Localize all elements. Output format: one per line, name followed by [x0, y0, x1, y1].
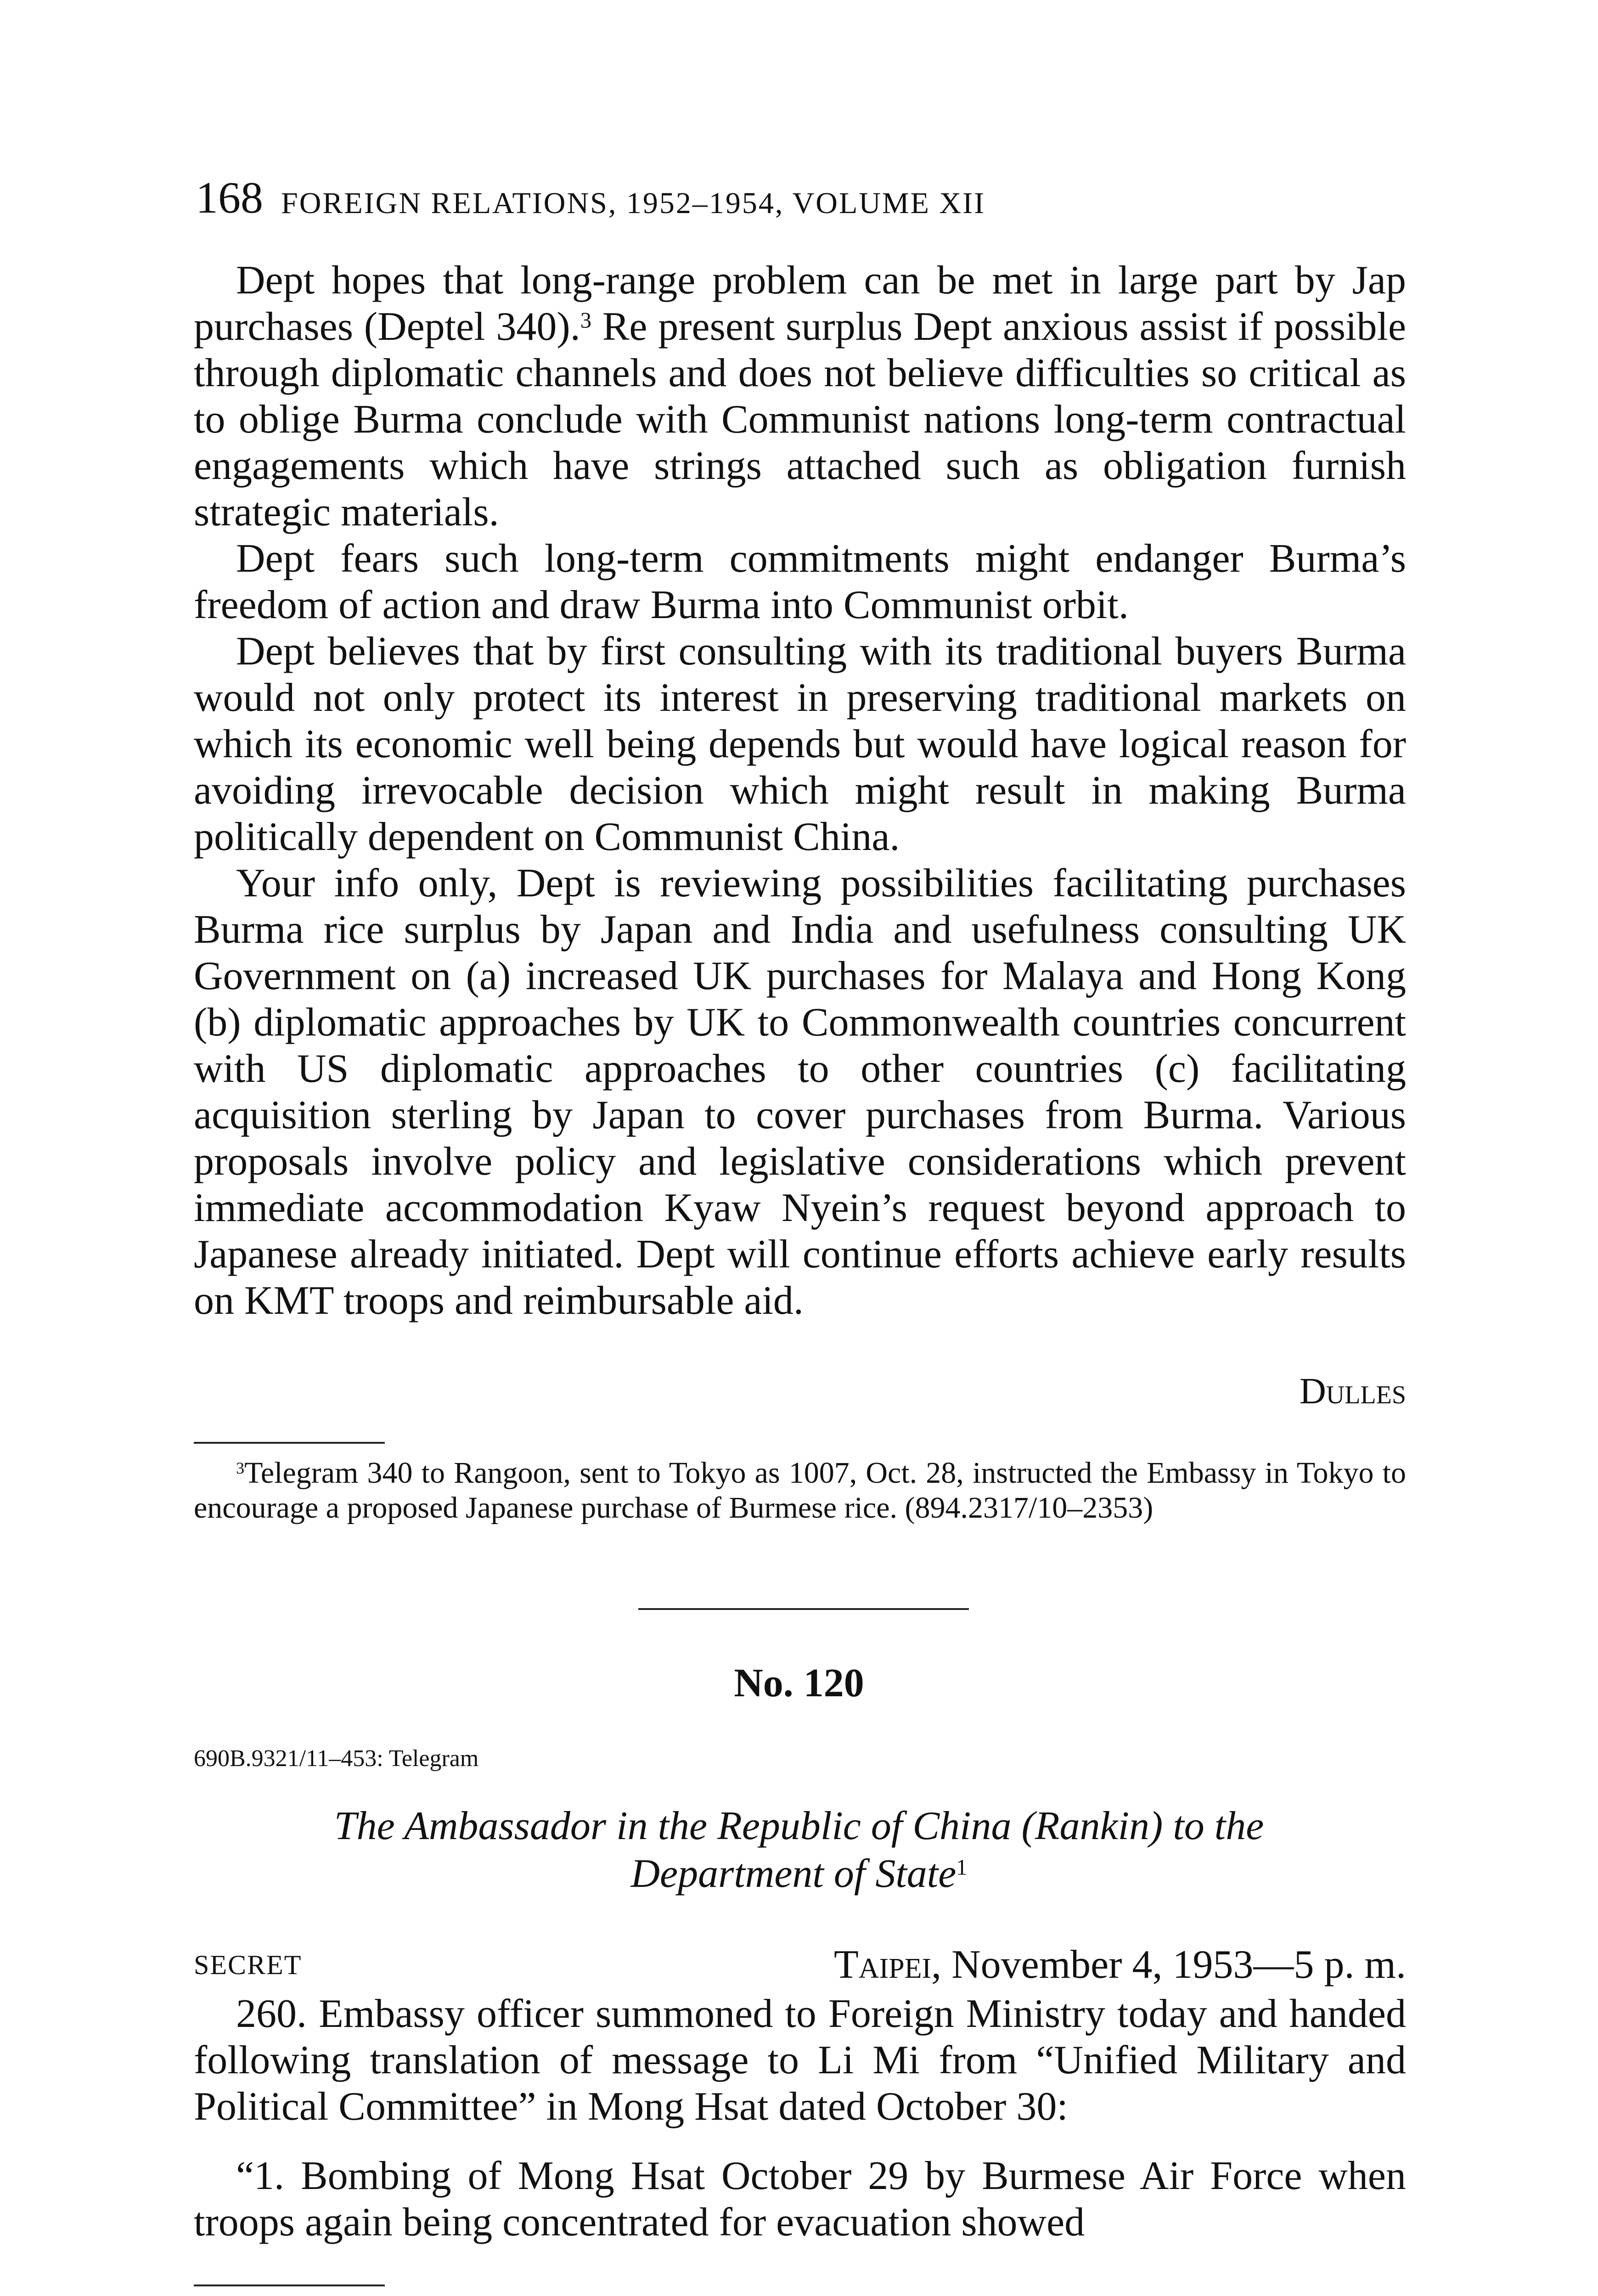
footnote-ref-1: 1	[956, 1855, 968, 1880]
dateline: Taipei, November 4, 1953—5 p. m.	[833, 1942, 1406, 1987]
telegram-continuation	[194, 257, 1406, 1324]
document-number: No. 120	[734, 1661, 864, 1705]
footnote-ref-3: 3	[580, 308, 591, 333]
section-divider	[638, 1608, 969, 1610]
paragraph: Your info only, Dept is reviewing possibilities facilitating purchases Burma rice surplus by Japan and India and usefulness consulting UK Government on (a) increased UK purchases for Malaya and Hong Kong (b) diplomatic approaches by UK to Commonwealth countries concurrent with US diplomatic approaches to other countries (c) facilitating acquisition sterling by Japan to cover purchases from Burma. Various proposals involve policy and legislative considerations which prevent immediate accommodation Kyaw Nyein’s request beyond approach to Japanese already initiated. Dept will continue efforts achieve early results on KMT troops and reimbursable aid.	[194, 861, 1406, 1323]
paragraph: “1. Bombing of Mong Hsat October 29 by Burmese Air Force when troops again being concentrated for evacuation showed	[194, 2154, 1406, 2245]
document-title: The Ambassador in the Republic of China (Rankin) to the Department of State$^1$	[334, 1804, 1264, 1896]
classification: SECRET	[194, 1950, 302, 1980]
paragraph: Dept fears such long-term commitments might endanger Burma’s freedom of action and draw Burma into Communist orbit.	[194, 536, 1406, 627]
paragraph: 260. Embassy officer summoned to Foreign Ministry today and handed following translation of message to Li Mi from “Unified Military and Political Committee” in Mong Hsat dated October 30:	[194, 1992, 1406, 2129]
footnote-rule	[194, 2285, 385, 2286]
footnote-3: $^3$Telegram 340 to Rangoon, sent to Tokyo as 1007, Oct. 28, instructed the Embassy in Tokyo to encourage a proposed Japanese purchase of Burmese rice. (894.2317/10–2353)	[194, 1456, 1406, 1525]
signature: Dulles	[1300, 1371, 1406, 1412]
footnote-rule	[194, 1442, 385, 1444]
paragraph: Dept believes that by first consulting with its traditional buyers Burma would not only protect its interest in preserving traditional markets on which its economic well being depends but would have logical reason for avoiding irrevocable decision which might result in making Burma politically dependent on Communist China.	[194, 629, 1406, 859]
page-number: 168	[196, 173, 263, 223]
telegram-body	[194, 1991, 1406, 2245]
file-reference: 690B.9321/11–453: Telegram	[194, 1745, 479, 1772]
running-title: FOREIGN RELATIONS, 1952–1954, VOLUME XII	[281, 186, 986, 220]
paragraph: Dept hopes that long-range problem can be met in large part by Jap purchases (Deptel 340).$^3$ Re present surplus Dept anxious assist if possible through diplomatic channels and does not believe difficulties so critical as to oblige Burma conclude with Communist nations long-term contractual engagements which have strings attached such as obligation furnish strategic materials.	[194, 258, 1406, 535]
